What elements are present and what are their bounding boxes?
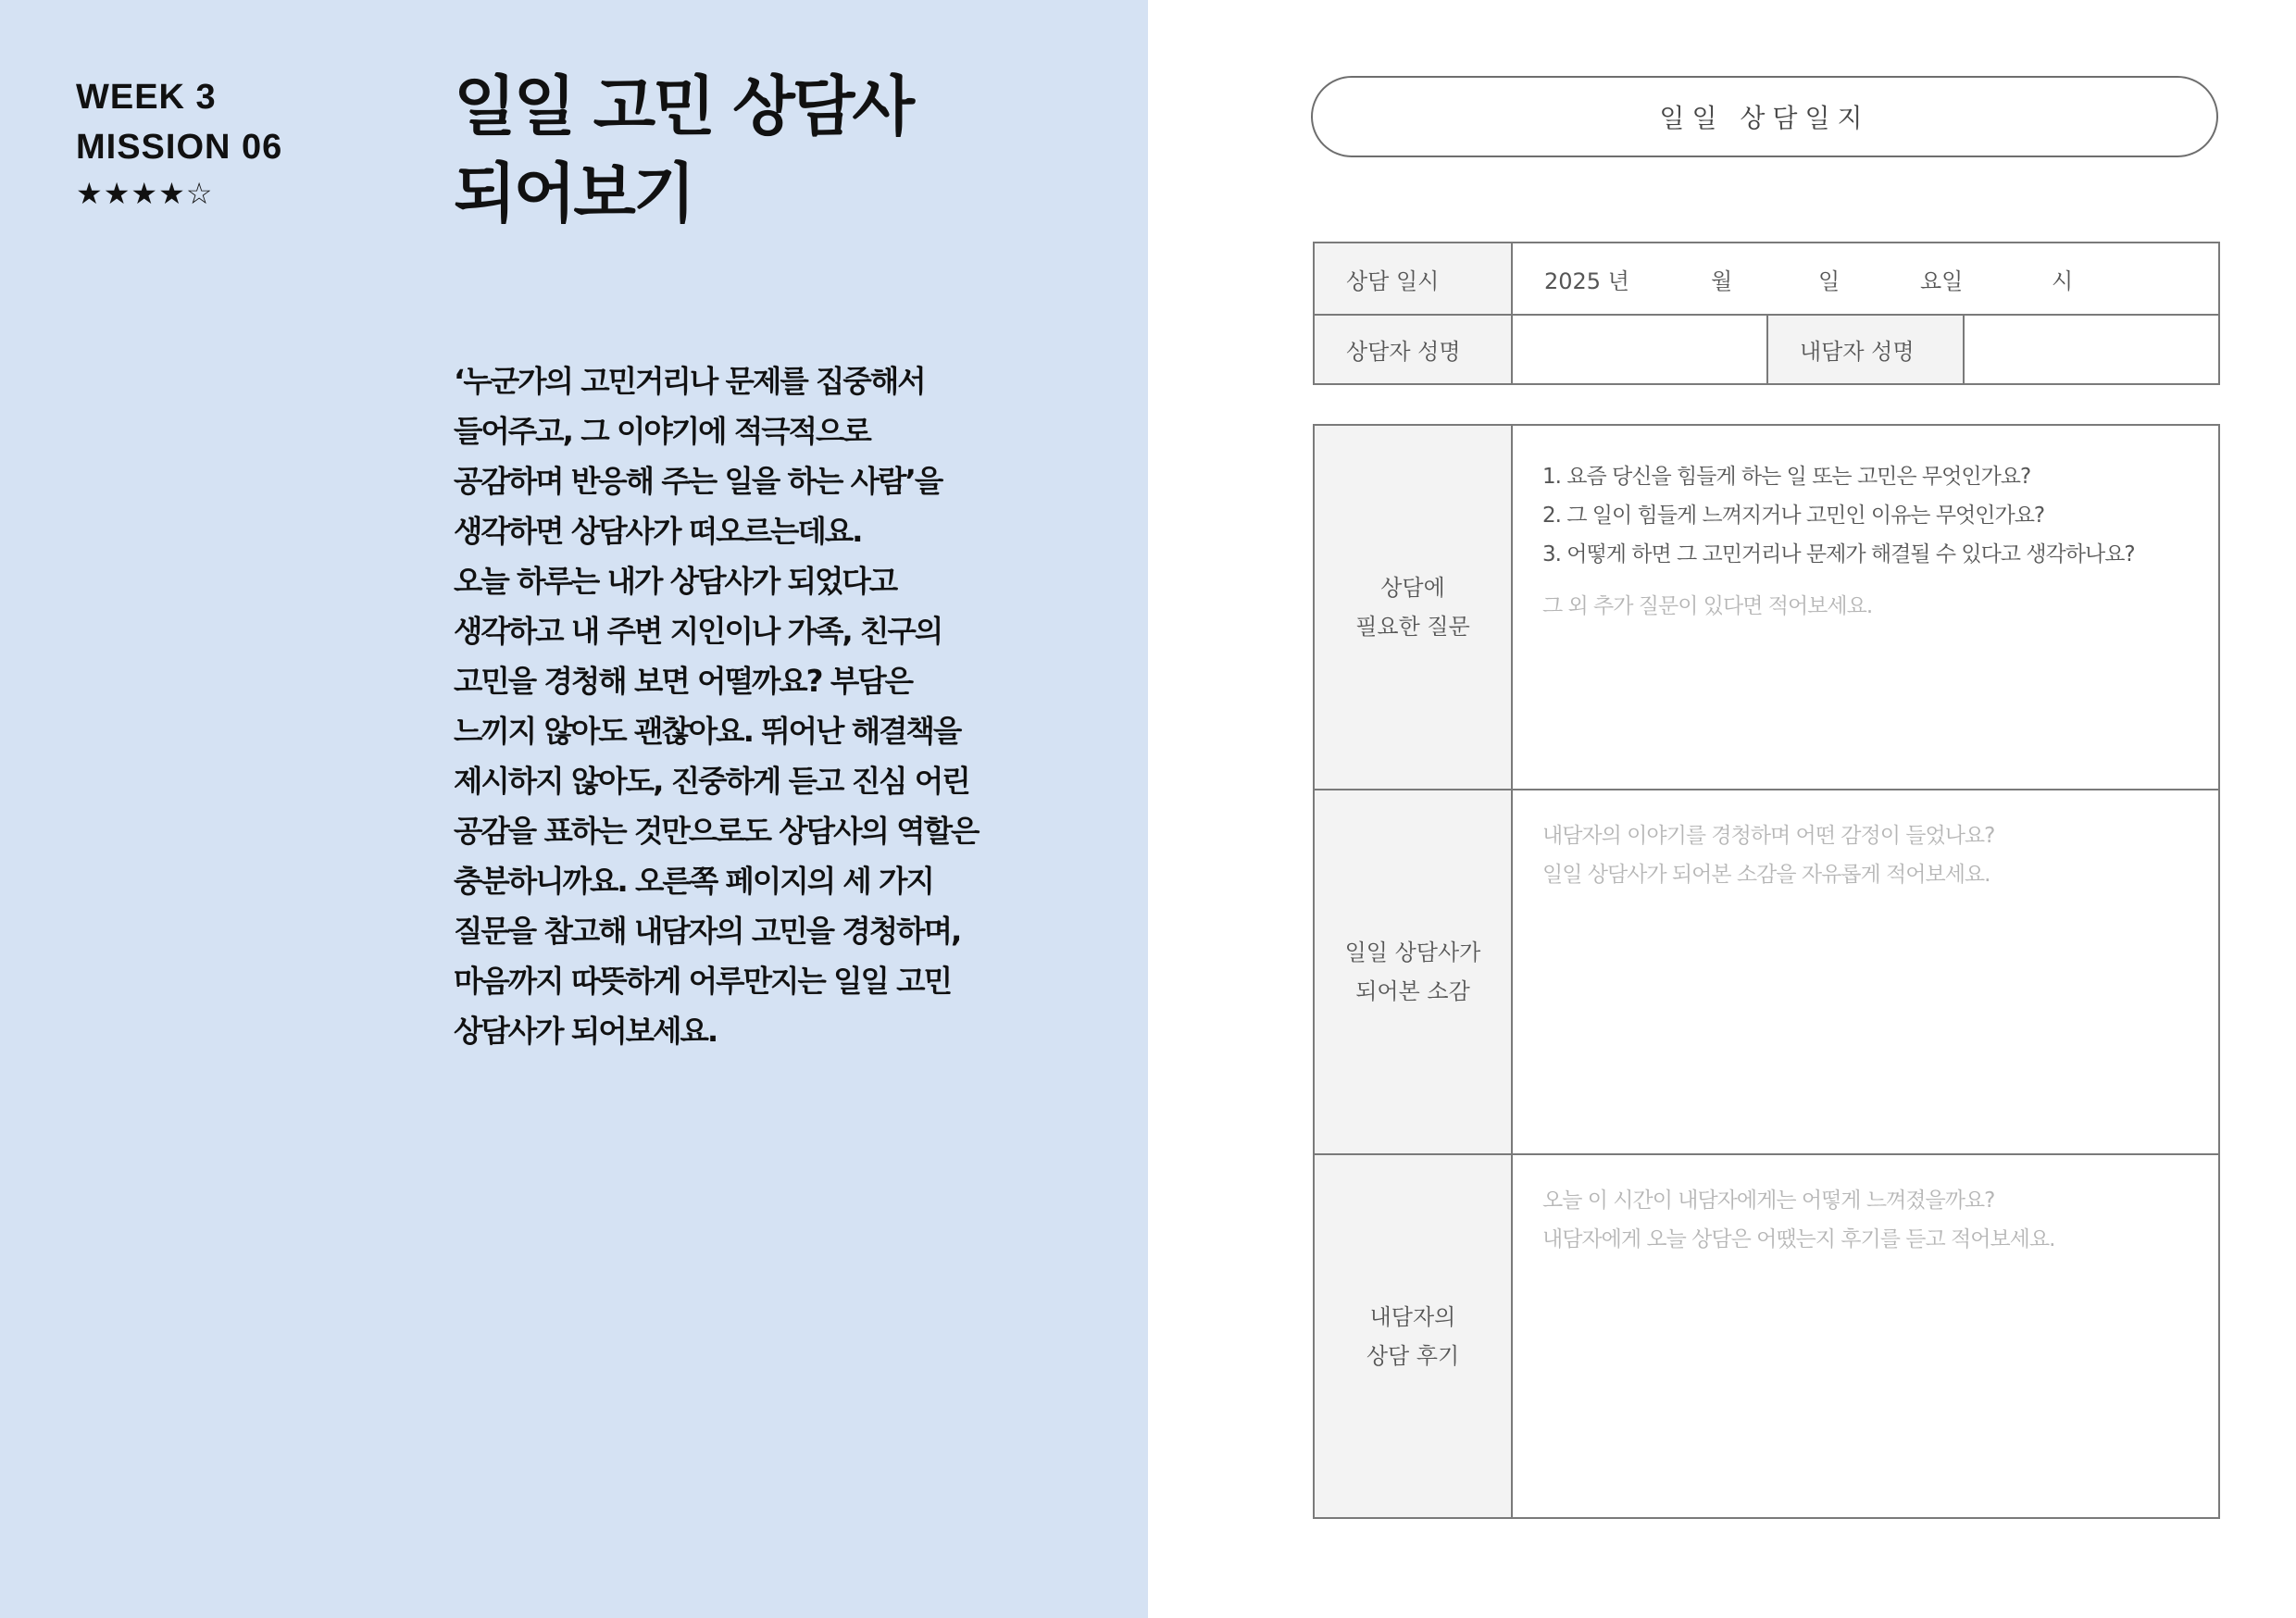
label-line: 되어본 소감 — [1355, 978, 1470, 1004]
date-value-cell[interactable] — [1513, 243, 2218, 314]
mission-description — [454, 356, 1046, 1056]
description-line: ‘누군가의 고민거리나 문제를 집중해서 — [454, 364, 925, 399]
description-line: 오늘 하루는 내가 상담사가 되었다고 — [454, 564, 897, 599]
weekday-field: 요일 — [1920, 268, 1964, 294]
client-label-cell — [1768, 316, 1963, 383]
description-line: 공감하며 반응해 주는 일을 하는 사람’을 — [454, 464, 942, 499]
column-divider — [1511, 243, 1513, 383]
description-line: 느끼지 않아도 괜찮아요. 뛰어난 해결책을 — [454, 714, 961, 749]
description-line: 제시하지 않아도, 진중하게 듣고 진심 어린 — [454, 764, 969, 799]
question-item: 2. 그 일이 힘들게 느껴지거나 고민인 이유는 무엇인가요? — [1542, 504, 2045, 528]
description-line: 공감을 표하는 것만으로도 상담사의 역할은 — [454, 814, 979, 849]
question-item: 3. 어떻게 하면 그 고민거리나 문제가 해결될 수 있다고 생각하나요? — [1542, 542, 2135, 566]
placeholder-hint: 내담자의 이야기를 경청하며 어떤 감정이 들었나요? — [1542, 824, 1995, 848]
date-label-cell — [1315, 243, 1511, 314]
impressions-label-cell — [1315, 790, 1511, 1153]
description-line: 고민을 경청해 보면 어떨까요? 부담은 — [454, 664, 913, 699]
column-divider — [1511, 426, 1513, 1517]
title-line: 일일 고민 상담사 — [454, 68, 913, 144]
label-line: 상담에 — [1380, 575, 1445, 601]
description-line: 들어주고, 그 이야기에 적극적으로 — [454, 414, 870, 449]
day-field: 일 — [1818, 268, 1841, 294]
client-review-label-cell — [1315, 1155, 1511, 1517]
client-review-writing-area[interactable] — [1542, 1181, 2209, 1259]
label-line: 상담 후기 — [1366, 1342, 1460, 1369]
counselor-name-field[interactable] — [1513, 316, 1766, 383]
mission-label: MISSION 06 — [76, 128, 283, 167]
week-label: WEEK 3 — [76, 78, 217, 117]
journal-title-pill: 일일 상담일지 — [1311, 76, 2218, 157]
questions-writing-area[interactable] — [1542, 457, 2209, 626]
month-field: 월 — [1711, 268, 1733, 294]
description-line: 생각하고 내 주변 지인이나 가족, 친구의 — [454, 614, 942, 649]
placeholder-hint: 일일 상담사가 되어본 소감을 자유롭게 적어보세요. — [1542, 863, 1990, 887]
client-name-label: 내담자 성명 — [1800, 339, 1915, 365]
date-label: 상담 일시 — [1346, 268, 1440, 294]
questions-label-cell — [1315, 426, 1511, 789]
client-name-field[interactable] — [1965, 316, 2218, 383]
page-title — [454, 63, 912, 237]
description-line: 충분하니까요. 오른쪽 페이지의 세 가지 — [454, 864, 933, 899]
title-line: 되어보기 — [454, 156, 693, 231]
placeholder-hint: 그 외 추가 질문이 있다면 적어보세요. — [1542, 594, 1873, 618]
column-divider — [1766, 316, 1768, 383]
year-field: 2025 년 — [1544, 268, 1629, 294]
question-item: 1. 요즘 당신을 힘들게 하는 일 또는 고민은 무엇인가요? — [1542, 465, 2031, 489]
impressions-writing-area[interactable] — [1542, 816, 2209, 894]
session-info-table — [1313, 242, 2220, 385]
placeholder-hint: 내담자에게 오늘 상담은 어땠는지 후기를 듣고 적어보세요. — [1542, 1227, 2055, 1251]
counselor-name-label: 상담자 성명 — [1346, 339, 1461, 365]
label-line: 필요한 질문 — [1355, 614, 1470, 640]
placeholder-hint: 오늘 이 시간이 내담자에게는 어떻게 느껴졌을까요? — [1542, 1189, 1995, 1213]
column-divider — [1963, 316, 1965, 383]
counselor-label-cell — [1315, 316, 1511, 383]
description-line: 상담사가 되어보세요. — [454, 1014, 718, 1049]
description-line: 마음까지 따뜻하게 어루만지는 일일 고민 — [454, 964, 951, 999]
counseling-sections-table — [1313, 424, 2220, 1519]
description-line: 생각하면 상담사가 떠오르는데요. — [454, 514, 862, 549]
hour-field: 시 — [2052, 268, 2074, 294]
description-line: 질문을 참고해 내담자의 고민을 경청하며, — [454, 914, 961, 949]
week-mission-heading — [76, 72, 282, 172]
difficulty-stars: ★★★★☆ — [76, 176, 214, 211]
label-line: 일일 상담사가 — [1344, 940, 1481, 965]
label-line: 내담자의 — [1369, 1303, 1456, 1330]
